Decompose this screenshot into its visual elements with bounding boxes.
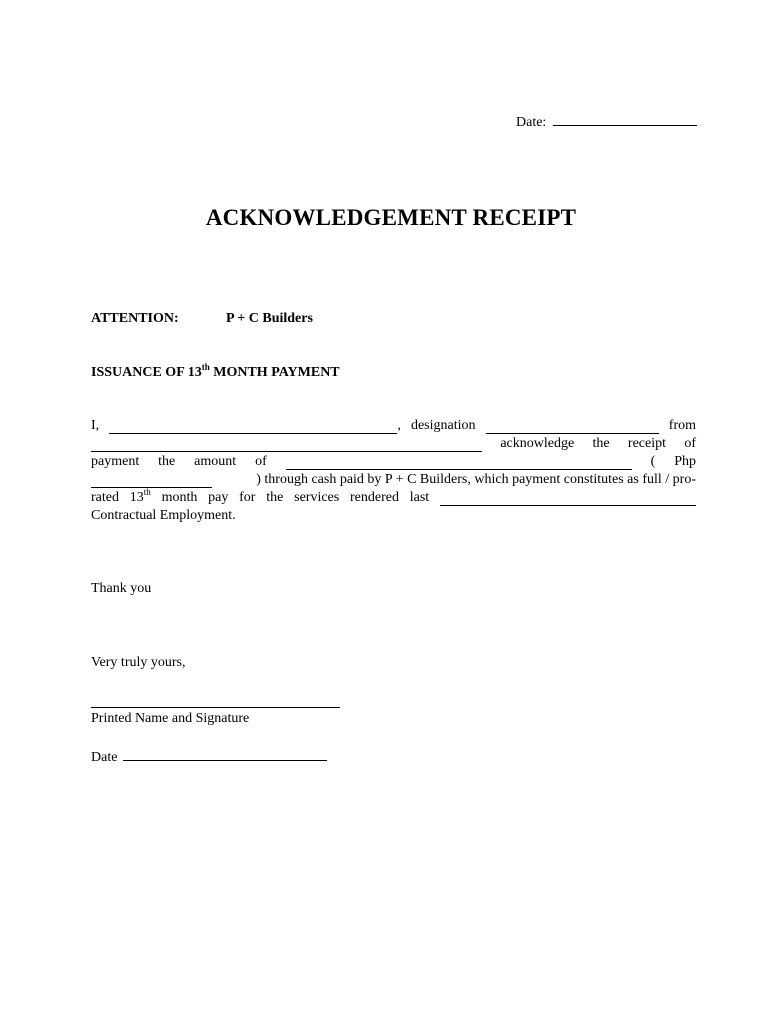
body-text: 13 xyxy=(129,490,144,505)
body-line-1 xyxy=(91,418,696,436)
from-field[interactable] xyxy=(91,438,482,452)
closing-date xyxy=(91,748,327,766)
body-text: the xyxy=(592,436,610,451)
closing-date-field[interactable] xyxy=(123,748,327,761)
body-text: amount xyxy=(194,454,237,469)
body-text: ( xyxy=(650,454,656,469)
body-line-3 xyxy=(91,454,696,472)
body-text: rated xyxy=(91,490,119,505)
designation-field[interactable] xyxy=(486,420,659,434)
subject-sup: th xyxy=(201,362,210,372)
subject-line xyxy=(91,362,340,381)
closing-date-label: Date xyxy=(91,750,118,765)
body-text: for xyxy=(239,490,256,505)
regards-text: Very truly yours, xyxy=(91,655,186,670)
amount-words-field[interactable] xyxy=(286,456,632,470)
signature-field[interactable] xyxy=(91,706,340,708)
body-text: pay xyxy=(208,490,229,505)
body-text: receipt xyxy=(627,436,666,451)
header-date-label: Date: xyxy=(516,115,547,130)
attention-label: ATTENTION: xyxy=(91,311,179,326)
subject-suffix: MONTH PAYMENT xyxy=(209,365,340,380)
body-text: acknowledge xyxy=(500,436,575,451)
body-text: Contractual Employment. xyxy=(91,508,236,523)
body-text: , xyxy=(397,418,401,433)
header-date-field[interactable] xyxy=(553,113,697,126)
body-text: ) through cash paid by P + C Builders, which payment constitutes as full / pro- xyxy=(256,472,696,487)
service-period-field[interactable] xyxy=(440,492,696,506)
body-text: of xyxy=(255,454,267,469)
thank-you-text: Thank you xyxy=(91,581,152,596)
body-text: designation xyxy=(410,418,476,433)
body-text: of xyxy=(684,436,696,451)
body-text: month xyxy=(161,490,198,505)
amount-php-field[interactable] xyxy=(91,474,212,488)
body-text: the xyxy=(266,490,284,505)
body-text: the xyxy=(158,454,176,469)
body-line-4 xyxy=(91,472,696,490)
body-text: Php xyxy=(674,454,696,469)
subject-prefix: ISSUANCE OF 13 xyxy=(91,365,202,380)
body-line-2 xyxy=(91,436,696,454)
signature-caption: Printed Name and Signature xyxy=(91,711,250,726)
body-sup: th xyxy=(143,487,151,497)
body-text: last xyxy=(409,490,430,505)
body-text: rendered xyxy=(350,490,399,505)
body-text: payment xyxy=(91,454,140,469)
body-line-6 xyxy=(91,508,696,526)
document-title: ACKNOWLEDGEMENT RECEIPT xyxy=(205,205,577,230)
body-text: from xyxy=(668,418,696,433)
body-line-5 xyxy=(91,487,696,508)
header-date xyxy=(516,113,697,131)
name-field[interactable] xyxy=(109,420,397,434)
body-text: I, xyxy=(91,418,100,433)
body-text: services xyxy=(294,490,340,505)
attention-value: P + C Builders xyxy=(226,311,313,326)
